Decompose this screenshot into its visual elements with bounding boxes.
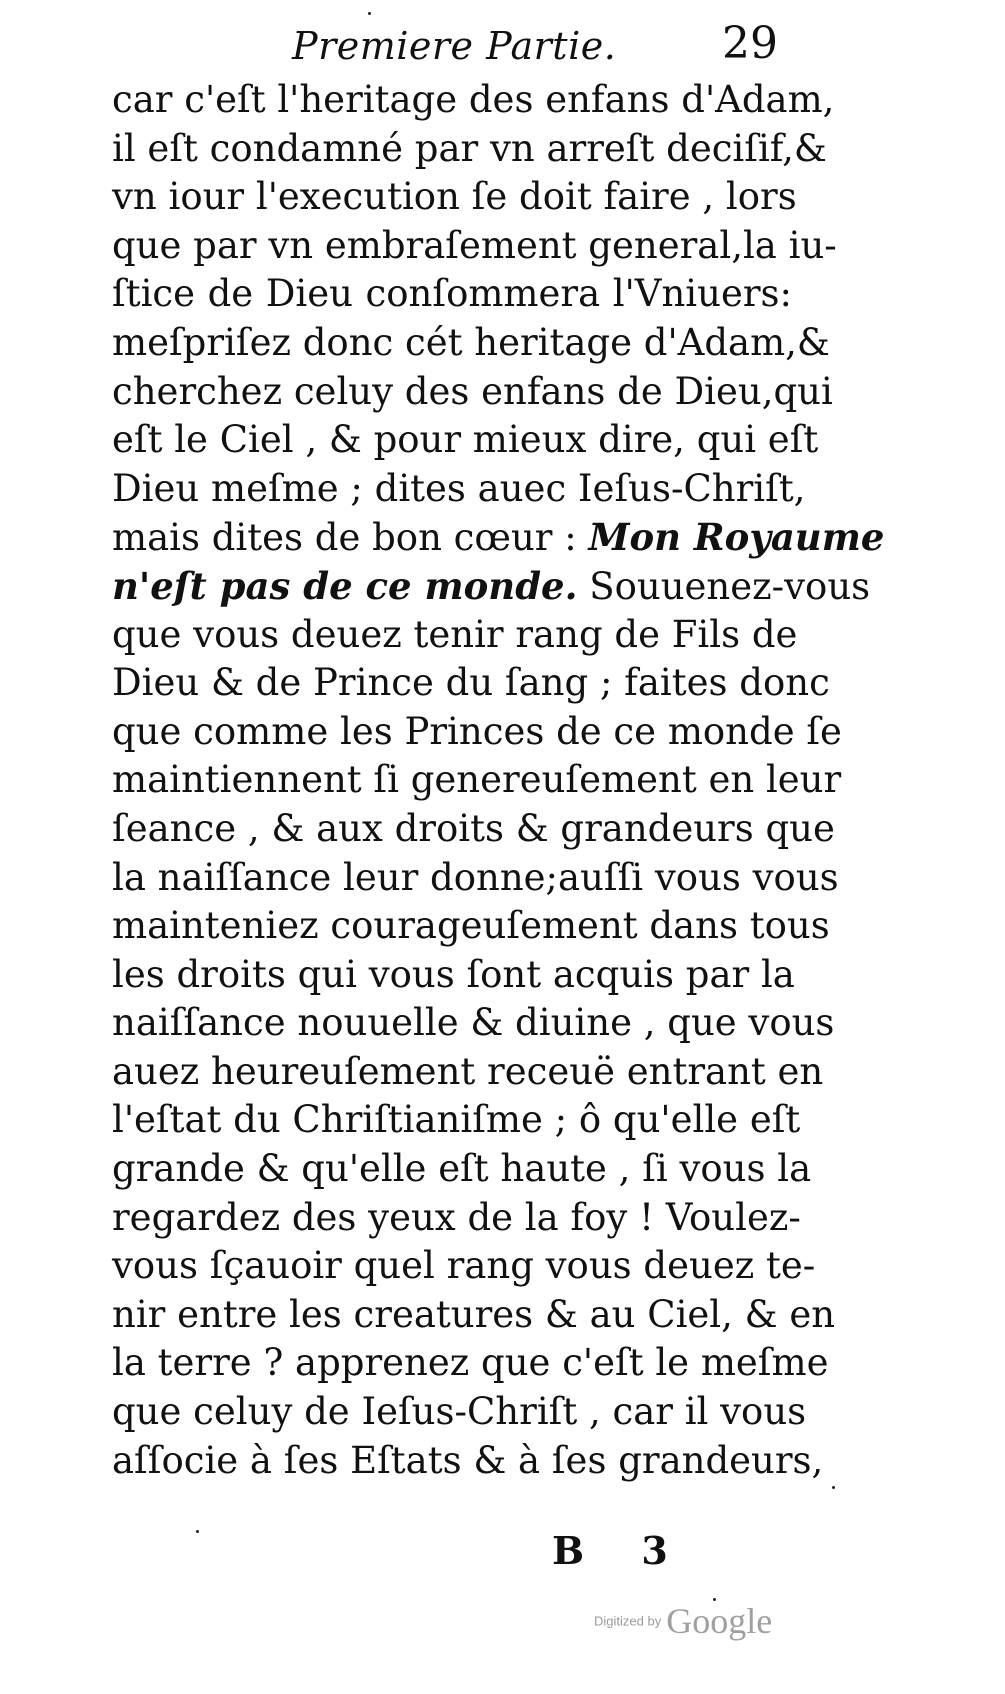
text-line: la terre ? apprenez que c'eſt le meſme [112,1341,829,1385]
text-line: mainteniez courageuſement dans tous [112,904,830,948]
text-line: que vous deuez tenir rang de Fils de [112,612,798,656]
italic-quote: n'eſt pas de ce monde. [112,563,578,608]
ink-speck [832,1486,835,1489]
text-line: les droits qui vous ſont acquis par la [112,952,795,996]
text-line: naiſſance nouuelle & diuine , que vous [112,1001,835,1045]
ink-speck [368,12,371,15]
text-line: car c'eſt l'heritage des enfans d'Adam, [112,78,835,121]
text-line: meſpriſez donc cét heritage d'Adam,& [112,320,830,364]
text-line: que comme les Princes de ce monde ſe [112,709,842,753]
text-line: Dieu meſme ; dites auec Ieſus-Chriſt, [112,466,806,510]
digitized-by-label: Digitized by [594,1613,662,1629]
text-line: vous ſçauoir quel rang vous deuez te- [112,1244,816,1288]
text-line: que par vn embraſement general,la iu- [112,223,837,267]
text-line: nir entre les creatures & au Ciel, & en [112,1292,836,1336]
text-line: regardez des yeux de la foy ! Voulez- [112,1195,801,1239]
text-line: ſeance , & aux droits & grandeurs que [112,806,835,850]
text-line: auez heureuſement receuë entrant en [112,1049,824,1093]
body-text [112,76,885,1485]
text-line: grande & qu'elle eſt haute , ſi vous la [112,1147,812,1191]
text-line: maintiennent ſi genereuſement en leur [112,758,842,802]
text-line: aſſocie à ſes Eſtats & à ſes grandeurs, [112,1438,824,1482]
text-segment: Souuenez-vous [589,564,871,608]
text-segment: mais dites de bon cœur : [112,516,577,560]
digitized-by-google-watermark [594,1600,772,1642]
italic-quote: Mon Royaume [588,515,885,560]
page-number: 29 [722,18,778,69]
text-line: il eſt condamné par vn arreſt deciſif,& [112,126,827,170]
text-line: vn iour l'execution ſe doit faire , lors [112,175,797,219]
text-line: la naiſſance leur donne;auſſi vous vous [112,855,839,899]
signature-mark: B 3 [552,1528,690,1573]
text-line-with-quote [112,562,871,611]
ink-speck [196,1530,199,1533]
text-line: Dieu & de Prince du ſang ; faites donc [112,661,830,705]
text-line: ſtice de Dieu conſommera l'Vniuers: [112,272,792,316]
text-line: que celuy de Ieſus-Chriſt , car il vous [112,1390,807,1434]
text-line: cherchez celuy des enfans de Dieu,qui [112,369,833,413]
text-line-with-quote [112,513,885,562]
text-line: l'eſtat du Chriſtianiſme ; ô qu'elle eſt [112,1098,801,1142]
running-title: Premiere Partie. [292,24,617,68]
google-logo: Google [666,1601,773,1641]
text-line: eſt le Ciel , & pour mieux dire, qui eſt [112,418,819,462]
